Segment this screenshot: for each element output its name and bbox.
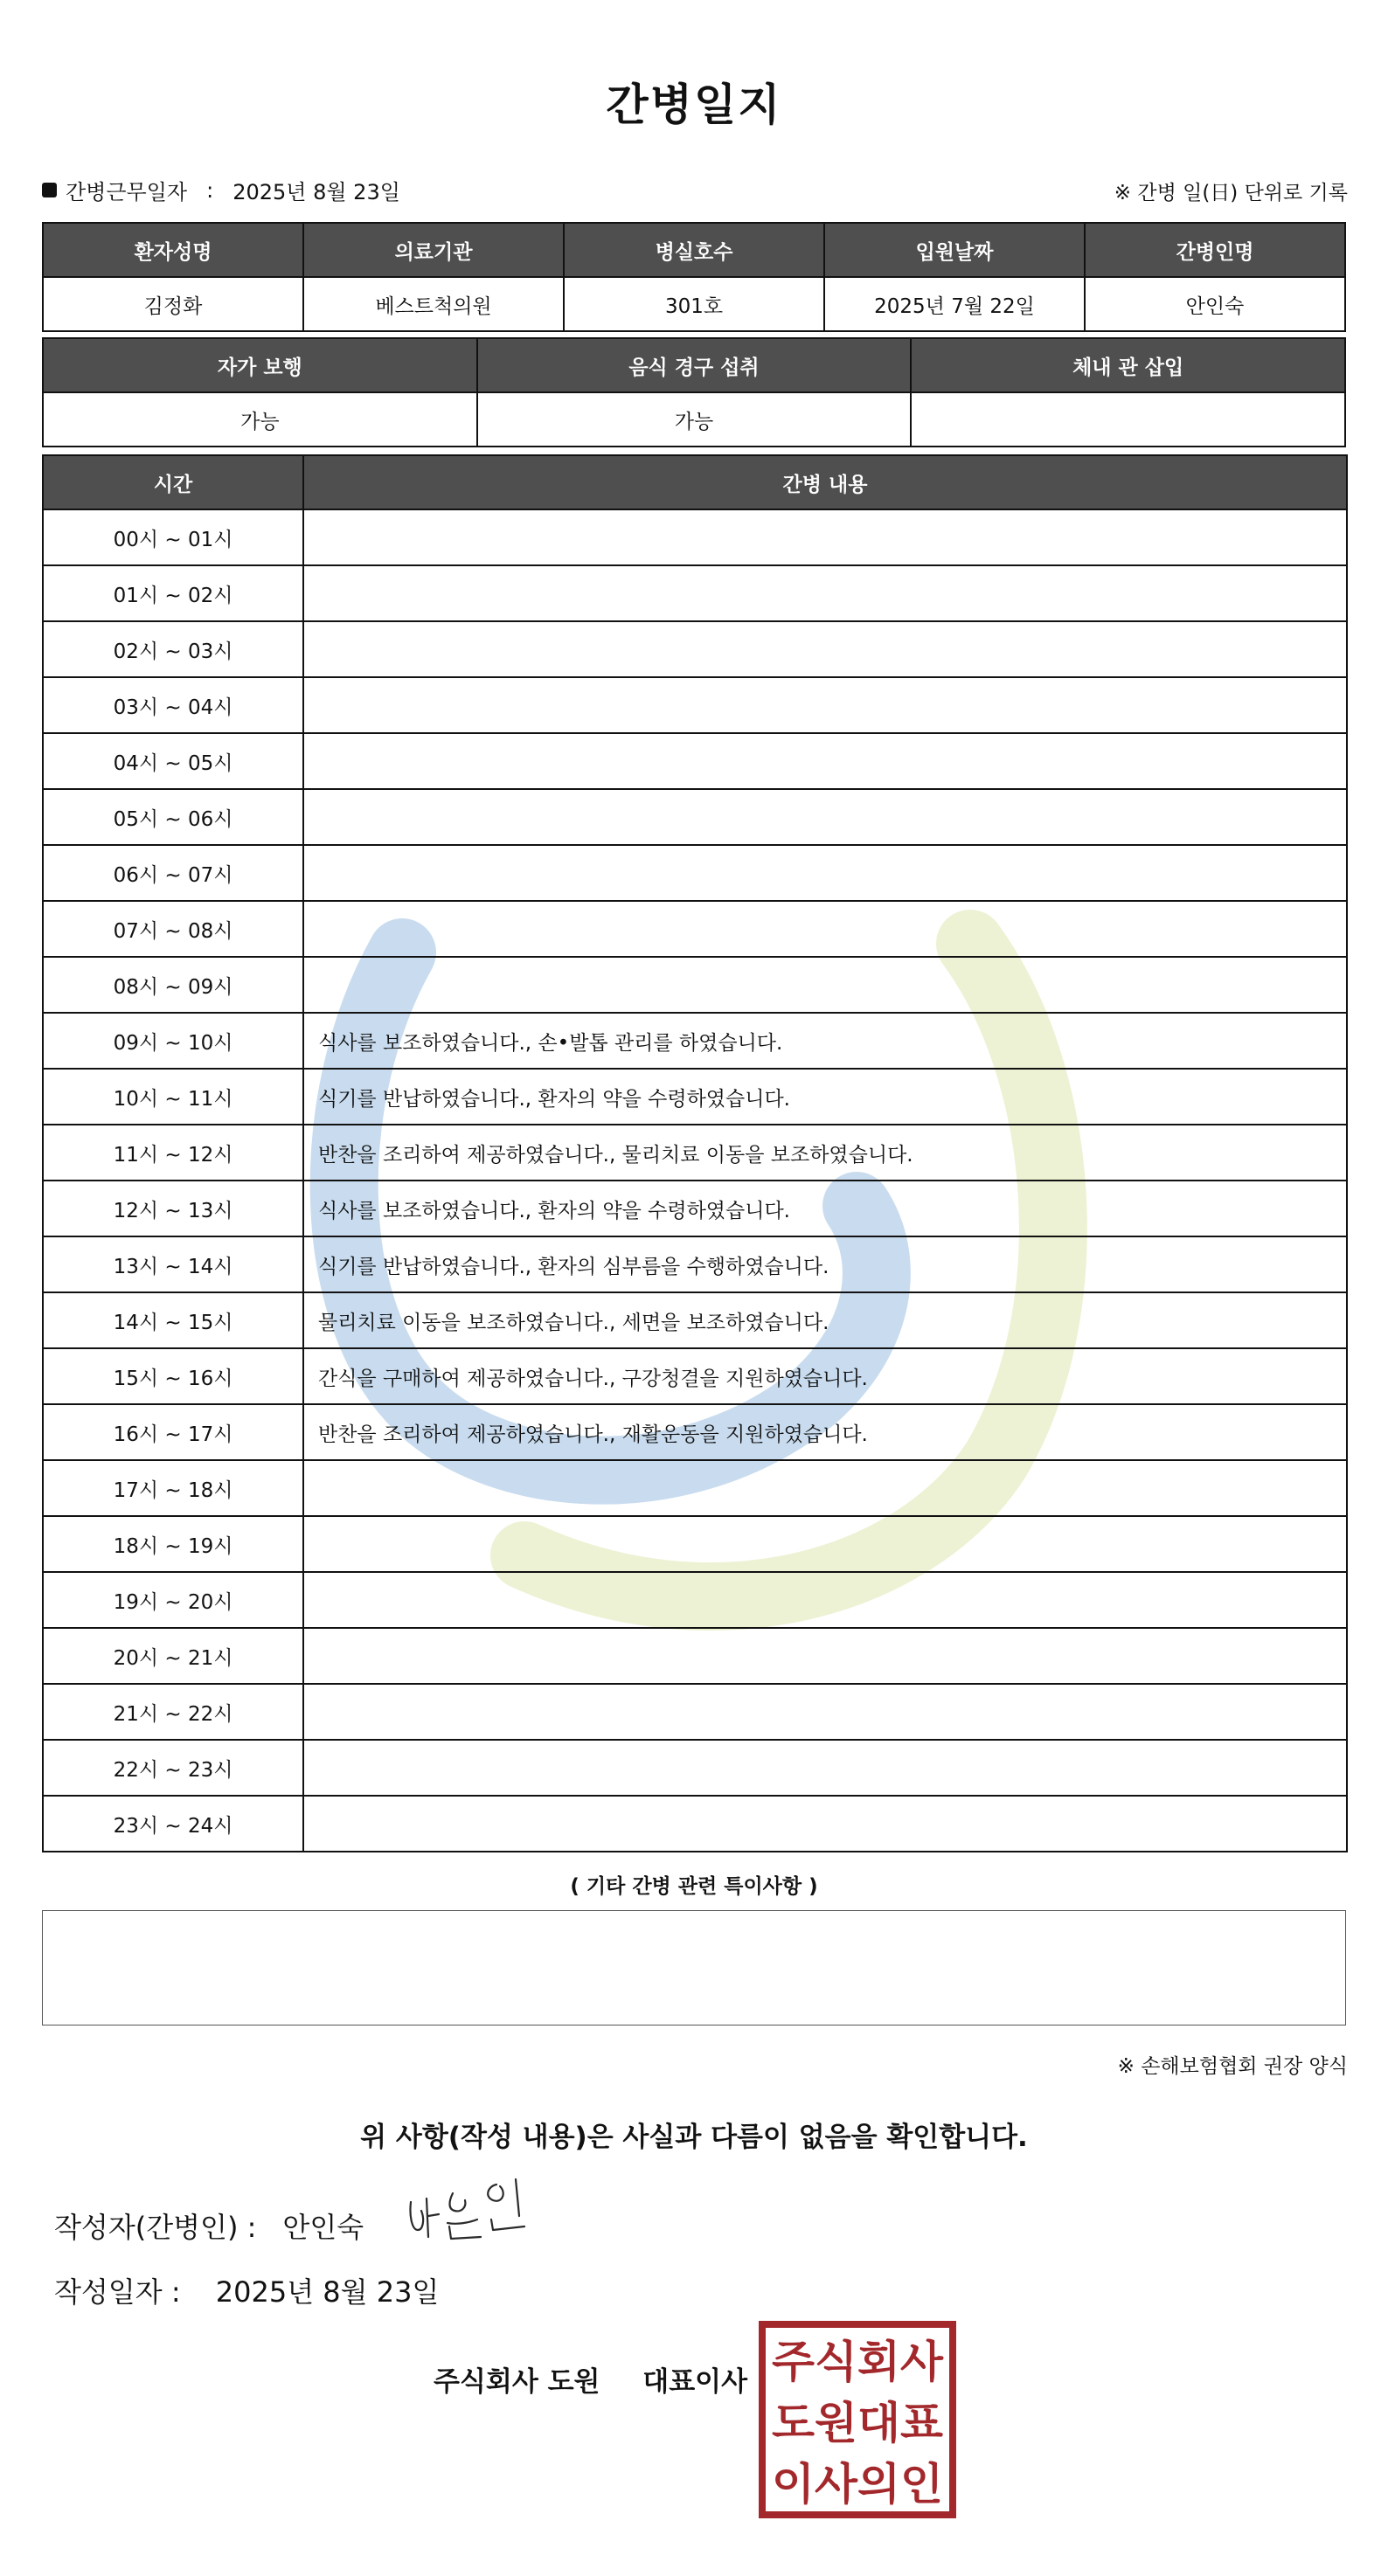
header-admission-date: 입원날짜 [824, 223, 1085, 277]
log-content-cell [303, 1572, 1347, 1628]
form-source-note: ※ 손해보험협회 권장 양식 [1117, 2055, 1348, 2078]
patient-status-header-row [43, 338, 1345, 392]
care-log-row [43, 1740, 1347, 1796]
log-content-cell: 식사를 보조하였습니다., 환자의 약을 수령하였습니다. [303, 1181, 1347, 1236]
log-time-cell: 14시 ~ 15시 [43, 1292, 303, 1348]
confirmation-statement: 위 사항(작성 내용)은 사실과 다름이 없음을 확인합니다. [360, 2122, 1028, 2153]
log-time-cell: 01시 ~ 02시 [43, 565, 303, 621]
log-time-cell: 18시 ~ 19시 [43, 1516, 303, 1572]
header-time: 시간 [43, 455, 303, 509]
patient-status-value-row [43, 392, 1345, 447]
log-content-cell [303, 677, 1347, 733]
log-time-cell: 21시 ~ 22시 [43, 1684, 303, 1740]
seal-line-3: 이사의인 [772, 2459, 943, 2510]
log-time-cell: 02시 ~ 03시 [43, 621, 303, 677]
header-care-content: 간병 내용 [303, 455, 1347, 509]
log-time-cell: 22시 ~ 23시 [43, 1740, 303, 1796]
header-hospital: 의료기관 [303, 223, 564, 277]
care-log-row [43, 1181, 1347, 1236]
header-oral-intake: 음식 경구 섭취 [477, 338, 912, 392]
log-content-cell [303, 1740, 1347, 1796]
writer-name: 안인숙 [282, 2211, 364, 2244]
company-name: 주식회사 도원 [434, 2366, 600, 2398]
patient-info-value-row [43, 277, 1345, 331]
log-content-cell [303, 789, 1347, 845]
log-time-cell: 10시 ~ 11시 [43, 1069, 303, 1125]
care-log-row [43, 1460, 1347, 1516]
care-log-row [43, 1572, 1347, 1628]
log-time-cell: 07시 ~ 08시 [43, 901, 303, 957]
log-content-cell: 반찬을 조리하여 제공하였습니다., 물리치료 이동을 보조하였습니다. [303, 1125, 1347, 1181]
log-time-cell: 20시 ~ 21시 [43, 1628, 303, 1684]
care-log-table [42, 454, 1348, 1852]
header-self-walking: 자가 보행 [43, 338, 477, 392]
bullet-square-icon [42, 183, 57, 197]
representative-title: 대표이사 [642, 2366, 748, 2398]
log-content-cell [303, 901, 1347, 957]
care-log-row [43, 1236, 1347, 1292]
care-log-row [43, 1292, 1347, 1348]
header-tube-insertion: 체내 관 삽입 [911, 338, 1345, 392]
log-time-cell: 04시 ~ 05시 [43, 733, 303, 789]
work-date-row [42, 175, 400, 205]
log-time-cell: 05시 ~ 06시 [43, 789, 303, 845]
care-log-row [43, 845, 1347, 901]
writer-label: 작성자(간병인) : [54, 2211, 257, 2244]
care-log-row [43, 1628, 1347, 1684]
log-time-cell: 09시 ~ 10시 [43, 1013, 303, 1069]
written-date-row [54, 2270, 439, 2310]
care-log-header-row [43, 455, 1347, 509]
log-content-cell [303, 1796, 1347, 1852]
record-unit-note: ※ 간병 일(日) 단위로 기록 [1114, 182, 1348, 204]
log-content-cell [303, 1460, 1347, 1516]
log-time-cell: 19시 ~ 20시 [43, 1572, 303, 1628]
patient-status-table [42, 337, 1346, 447]
log-content-cell: 식기를 반납하였습니다., 환자의 심부름을 수행하였습니다. [303, 1236, 1347, 1292]
log-time-cell: 13시 ~ 14시 [43, 1236, 303, 1292]
work-date-label: 간병근무일자 [66, 180, 188, 204]
care-log-row [43, 1684, 1347, 1740]
log-content-cell [303, 565, 1347, 621]
caregiver-name-value: 안인숙 [1085, 277, 1345, 331]
care-log-row [43, 1404, 1347, 1460]
writer-row [54, 2206, 364, 2246]
log-content-cell: 식사를 보조하였습니다., 손•발톱 관리를 하였습니다. [303, 1013, 1347, 1069]
log-time-cell: 03시 ~ 04시 [43, 677, 303, 733]
log-time-cell: 17시 ~ 18시 [43, 1460, 303, 1516]
care-log-row [43, 1013, 1347, 1069]
care-log-row [43, 901, 1347, 957]
patient-info-header-row [43, 223, 1345, 277]
care-log-row [43, 789, 1347, 845]
memo-box [42, 1910, 1346, 2025]
admission-date-value: 2025년 7월 22일 [824, 277, 1085, 331]
log-time-cell: 11시 ~ 12시 [43, 1125, 303, 1181]
log-time-cell: 16시 ~ 17시 [43, 1404, 303, 1460]
header-patient-name: 환자성명 [43, 223, 303, 277]
log-content-cell [303, 845, 1347, 901]
care-log-row [43, 677, 1347, 733]
care-log-row [43, 1069, 1347, 1125]
header-room: 병실호수 [564, 223, 824, 277]
company-signoff [434, 2359, 747, 2399]
log-content-cell [303, 1516, 1347, 1572]
patient-info-table [42, 222, 1346, 332]
care-log-row [43, 621, 1347, 677]
log-content-cell [303, 621, 1347, 677]
room-value: 301호 [564, 277, 824, 331]
care-log-row [43, 1516, 1347, 1572]
log-content-cell [303, 1628, 1347, 1684]
care-log-row [43, 1125, 1347, 1181]
care-log-row [43, 733, 1347, 789]
header-caregiver-name: 간병인명 [1085, 223, 1345, 277]
log-content-cell [303, 957, 1347, 1013]
log-content-cell [303, 1684, 1347, 1740]
care-log-row [43, 1348, 1347, 1404]
log-time-cell: 00시 ~ 01시 [43, 509, 303, 565]
patient-name-value: 김정화 [43, 277, 303, 331]
log-time-cell: 23시 ~ 24시 [43, 1796, 303, 1852]
log-content-cell: 식기를 반납하였습니다., 환자의 약을 수령하였습니다. [303, 1069, 1347, 1125]
work-date-value: 2025년 8월 23일 [232, 180, 400, 204]
memo-title: ( 기타 간병 관련 특이사항 ) [570, 1875, 818, 1898]
log-content-cell: 간식을 구매하여 제공하였습니다., 구강청결을 지원하였습니다. [303, 1348, 1347, 1404]
written-date-value: 2025년 8월 23일 [215, 2275, 440, 2309]
handwritten-signature [404, 2176, 552, 2249]
seal-line-1: 주식회사 [772, 2337, 944, 2387]
log-time-cell: 08시 ~ 09시 [43, 957, 303, 1013]
care-log-row [43, 509, 1347, 565]
care-log-row [43, 1796, 1347, 1852]
log-time-cell: 15시 ~ 16시 [43, 1348, 303, 1404]
hospital-value: 베스트척의원 [303, 277, 564, 331]
written-date-label: 작성일자 : [54, 2275, 181, 2309]
seal-line-2: 도원대표 [772, 2398, 944, 2448]
tube-insertion-value [911, 392, 1345, 447]
care-log-row [43, 565, 1347, 621]
oral-intake-value: 가능 [477, 392, 912, 447]
log-content-cell: 반찬을 조리하여 제공하였습니다., 재활운동을 지원하였습니다. [303, 1404, 1347, 1460]
care-log-row [43, 957, 1347, 1013]
work-date-separator: : [206, 177, 214, 203]
document-title: 간병일지 [606, 80, 782, 130]
log-content-cell [303, 509, 1347, 565]
log-content-cell: 물리치료 이동을 보조하였습니다., 세면을 보조하였습니다. [303, 1292, 1347, 1348]
log-time-cell: 06시 ~ 07시 [43, 845, 303, 901]
self-walking-value: 가능 [43, 392, 477, 447]
company-seal-stamp [757, 2319, 958, 2524]
log-content-cell [303, 733, 1347, 789]
log-time-cell: 12시 ~ 13시 [43, 1181, 303, 1236]
